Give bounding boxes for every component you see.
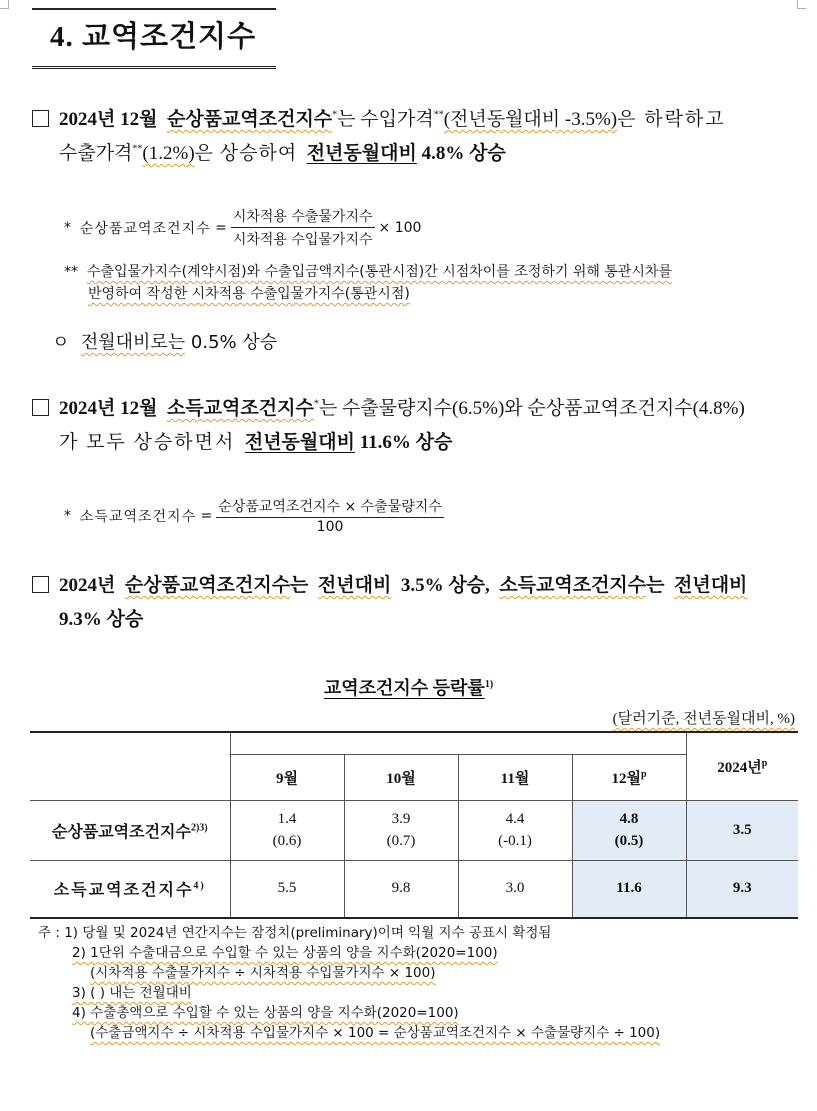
checkbox-square-icon: [32, 110, 49, 127]
footnote-text: (시차적용 수출물가지수 ÷ 시차적용 수입물가지수 × 100): [90, 965, 436, 981]
text: 가 모두 상승하면서: [59, 432, 236, 453]
term-net-barter: 순상품교역조건지수: [124, 575, 291, 596]
table-cell: [230, 800, 344, 860]
footnote-text: 4) 수출총액으로 수입할 수 있는 상품의 양을 지수화(2020=100): [72, 1005, 459, 1021]
table-cell: 9.8: [344, 860, 458, 918]
footnote-mark: *: [313, 398, 319, 410]
highlight-yoy: 전년동월대비: [244, 432, 355, 453]
paragraph-line: [32, 571, 804, 601]
term-income: 소득교역조건지수: [166, 398, 314, 419]
denominator: 100: [316, 519, 344, 535]
year-month: 2024년 12월: [59, 109, 158, 130]
text: 는 수입가격: [337, 109, 434, 130]
footnote-mark: 2)3): [190, 822, 208, 834]
text: 은 하락하고: [617, 109, 726, 130]
cell-mom: (0.6): [272, 833, 302, 849]
table-header-cell: 9월: [230, 754, 344, 800]
cell-value: 3.9: [391, 811, 411, 827]
table-header-year: [686, 732, 798, 800]
header-label: 12월: [611, 770, 641, 787]
formula-net-barter: [64, 206, 421, 249]
year-month: 2024년 12월: [59, 398, 158, 419]
table-header-group: [230, 732, 686, 754]
table-title: [0, 674, 817, 700]
cell-value: 4.8: [619, 811, 639, 827]
table-title-text: 교역조건지수 등락률: [323, 678, 485, 698]
checkbox-square-icon: [32, 399, 49, 416]
highlight-value: 4.8% 상승: [421, 143, 506, 164]
equals-sign: =: [200, 507, 213, 524]
table-cell-highlight: 3.5: [686, 800, 798, 860]
footnote-prefix: 주 :: [38, 925, 60, 941]
text: 는 수출물량지수(6.5%)와 순상품교역조건지수(4.8%): [318, 398, 745, 419]
asterisk: *: [64, 219, 71, 236]
table-cell: [458, 800, 572, 860]
text: 은 상승하여: [194, 143, 298, 164]
paragraph-line: [32, 605, 804, 635]
numerator: 시차적용 수출물가지수: [231, 206, 375, 228]
footnotes: [38, 923, 808, 1043]
row-label-text: 소득교역조건지수: [53, 882, 194, 900]
cell-mom: (0.5): [614, 833, 644, 849]
fraction: [216, 496, 444, 535]
footnote-text: (수출금액지수 ÷ 시차적용 수입물가지수 × 100 = 순상품교역조건지수 × 수출물량지수 ÷ 100): [90, 1025, 661, 1041]
numerator: 순상품교역조건지수 × 수출물량지수: [216, 496, 444, 518]
formula-lhs: 순상품교역조건지수: [79, 220, 211, 237]
table-header-top: [30, 732, 798, 754]
text: 3.5% 상승,: [400, 575, 490, 596]
paragraph-net-barter: [32, 105, 804, 169]
footnote-mark: 1): [484, 679, 494, 690]
terms-of-trade-table: [30, 731, 798, 919]
table-cell: 3.0: [458, 860, 572, 918]
text: 수출가격: [59, 143, 133, 164]
table-cell-highlight: 11.6: [572, 860, 686, 918]
cell-mom: (0.7): [386, 833, 416, 849]
paragraph-income-terms: [32, 394, 804, 458]
table-row: [30, 800, 798, 860]
equals-sign: =: [215, 219, 227, 236]
text: 0.5% 상승: [190, 332, 278, 353]
year: 2024년: [59, 575, 116, 596]
footnote-mark: **: [433, 109, 444, 121]
footnote-mark: **: [132, 143, 143, 155]
highlight-value: 11.6% 상승: [359, 432, 453, 453]
text: 전년대비: [317, 575, 392, 596]
paragraph-annual: [32, 571, 804, 635]
text: 는: [290, 575, 309, 596]
footnote-line: [38, 943, 808, 963]
highlight-yoy: 전년동월대비: [306, 143, 417, 164]
text: 전월대비로는: [80, 332, 186, 353]
footnote-line: [38, 1023, 808, 1043]
table-cell: [344, 800, 458, 860]
term-net-barter: 순상품교역조건지수: [166, 109, 333, 130]
import-price-change: (전년동월대비 -3.5%): [443, 109, 618, 130]
section-title: 4. 교역조건지수: [50, 21, 257, 53]
bullet-icon: ㅇ: [52, 332, 70, 353]
note-line: [64, 283, 809, 305]
table-header-cell: 11월: [458, 754, 572, 800]
asterisk: *: [64, 507, 71, 524]
table-cell: 5.5: [230, 860, 344, 918]
footnote-mark: p: [640, 768, 647, 780]
footnote-text: 2) 1단위 수출대금으로 수입할 수 있는 상품의 양을 지수화(2020=100): [72, 945, 498, 961]
note-text: 수출입물가지수(계약시점)와 수출입금액지수(통관시점)간 시점차이를 조정하기 위해 통관시차를: [86, 264, 672, 280]
footnote-line: [38, 1003, 808, 1023]
note-lagged-index: [64, 261, 809, 305]
note-line: [64, 261, 809, 283]
row-label: [30, 860, 230, 918]
cell-mom: (-0.1): [498, 833, 532, 849]
table-unit: [613, 707, 795, 728]
paragraph-line: [32, 428, 804, 458]
table-corner-cell: [30, 732, 230, 800]
checkbox-square-icon: [32, 576, 49, 593]
footnote-line: [38, 983, 808, 1003]
fraction: [231, 206, 375, 249]
denominator: 시차적용 수입물가지수: [232, 232, 373, 248]
footnote-mark: *: [332, 109, 338, 121]
table-header-cell: 10월: [344, 754, 458, 800]
multiplier: × 100: [378, 219, 422, 236]
text: 9.3% 상승: [59, 609, 144, 630]
paragraph-line: [32, 394, 804, 424]
paragraph-line: [32, 105, 804, 135]
page-corner-mark-right: [797, 0, 806, 9]
export-price-change: (1.2%): [142, 143, 195, 164]
text: 전년대비: [674, 575, 748, 596]
footnote-mark: **: [64, 264, 78, 280]
formula-lhs: 소득교역조건지수: [79, 508, 197, 525]
footnote-mark: p: [761, 757, 768, 769]
page-corner-mark-left: [0, 0, 9, 9]
table-cell-highlight: [572, 800, 686, 860]
footnote-line: [38, 923, 808, 943]
bullet-mom: [52, 328, 277, 358]
table-header-cell: [572, 754, 686, 800]
footnote-mark: 4): [193, 880, 206, 892]
row-label-text: 순상품교역조건지수: [51, 823, 191, 841]
unit-text: (달러기준, 전년동월대비, %): [612, 711, 795, 727]
row-label: [30, 800, 230, 860]
footnote-text: 1) 당월 및 2024년 연간지수는 잠정치(preliminary)이며 익월 지수 공표시 확정됨: [64, 925, 552, 941]
paragraph-line: [32, 139, 804, 169]
formula-income-terms: [64, 496, 448, 535]
note-text: 반영하여 작성한 시차적용 수출입물가지수(통관시점): [88, 286, 410, 302]
text: 는: [646, 575, 665, 596]
footnote-line: [38, 963, 808, 983]
cell-value: 4.4: [505, 811, 525, 827]
cell-value: 1.4: [277, 811, 297, 827]
header-label: 2024년: [717, 759, 762, 776]
table-row: [30, 860, 798, 918]
footnote-text: 3) ( ) 내는 전월대비: [72, 985, 192, 1001]
term-income: 소득교역조건지수: [499, 575, 647, 596]
table-cell-highlight: 9.3: [686, 860, 798, 918]
